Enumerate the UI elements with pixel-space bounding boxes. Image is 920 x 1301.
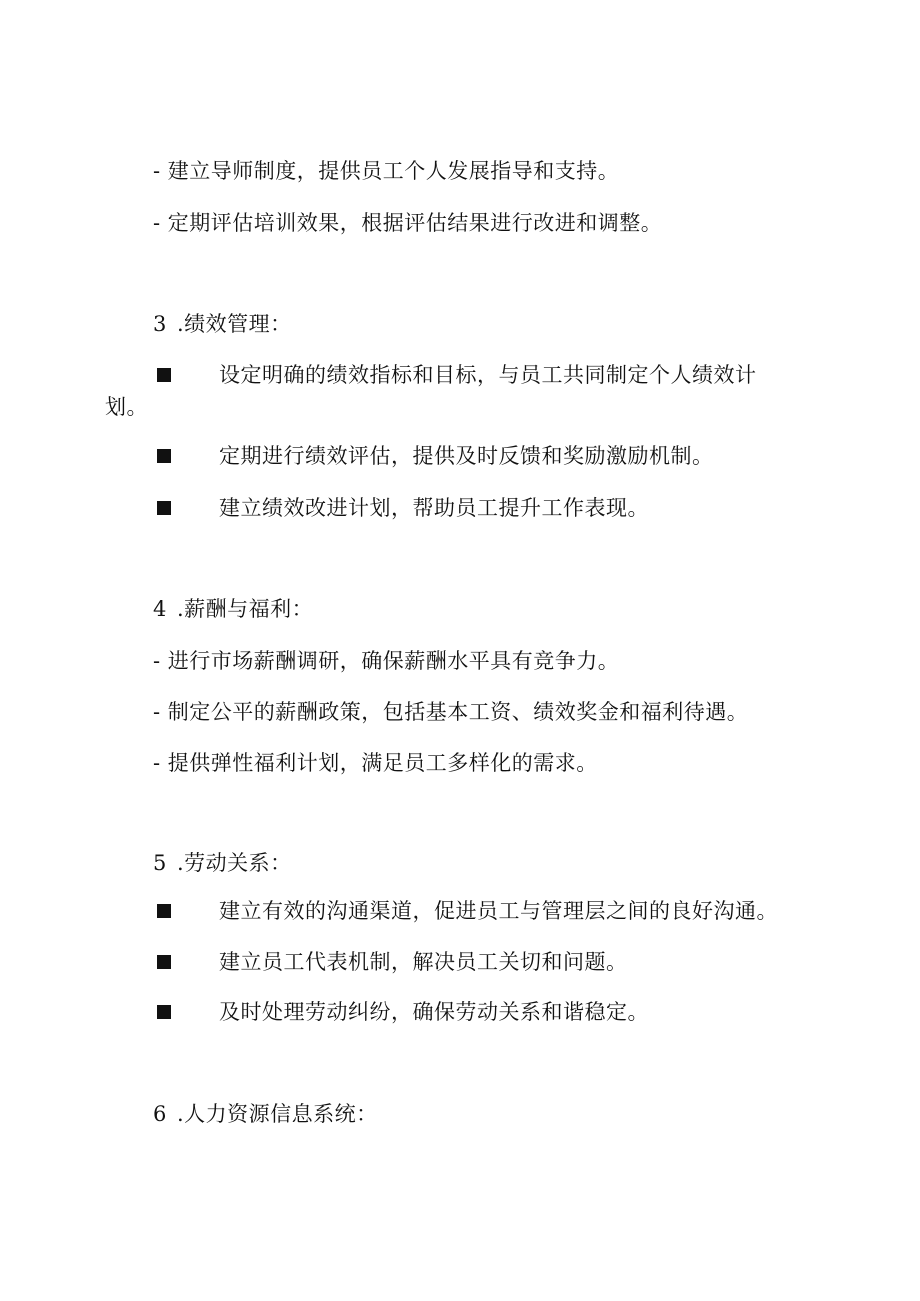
- list-item: - 进行市场薪酬调研，确保薪酬水平具有竞争力。: [153, 649, 620, 673]
- section-heading-compensation: [153, 594, 313, 624]
- section-title: .绩效管理：: [177, 312, 292, 336]
- list-item: - 制定公平的薪酬政策，包括基本工资、绩效奖金和福利待遇。: [153, 700, 749, 724]
- section-title: .薪酬与福利：: [177, 597, 314, 621]
- black-square-icon: [157, 368, 171, 382]
- training-item-mentorship: - 建立导师制度，提供员工个人发展指导和支持。: [153, 159, 620, 183]
- section-title: .劳动关系：: [177, 851, 292, 875]
- section-heading-hris: [153, 1099, 378, 1129]
- list-item-wrap: 划。: [105, 395, 148, 419]
- section-number: 6: [153, 1102, 167, 1126]
- list-item: - 提供弹性福利计划，满足员工多样化的需求。: [153, 751, 598, 775]
- section-title: .人力资源信息系统：: [177, 1102, 378, 1126]
- section-heading-performance: [153, 309, 292, 339]
- section-number: 4: [153, 597, 167, 621]
- black-square-icon: [157, 955, 171, 969]
- black-square-icon: [157, 449, 171, 463]
- training-item-evaluation: - 定期评估培训效果，根据评估结果进行改进和调整。: [153, 211, 663, 235]
- black-square-icon: [157, 904, 171, 918]
- section-number: 3: [153, 312, 167, 336]
- section-heading-labor-relations: [153, 848, 292, 878]
- section-number: 5: [153, 851, 167, 875]
- black-square-icon: [157, 1005, 171, 1019]
- black-square-icon: [157, 501, 171, 515]
